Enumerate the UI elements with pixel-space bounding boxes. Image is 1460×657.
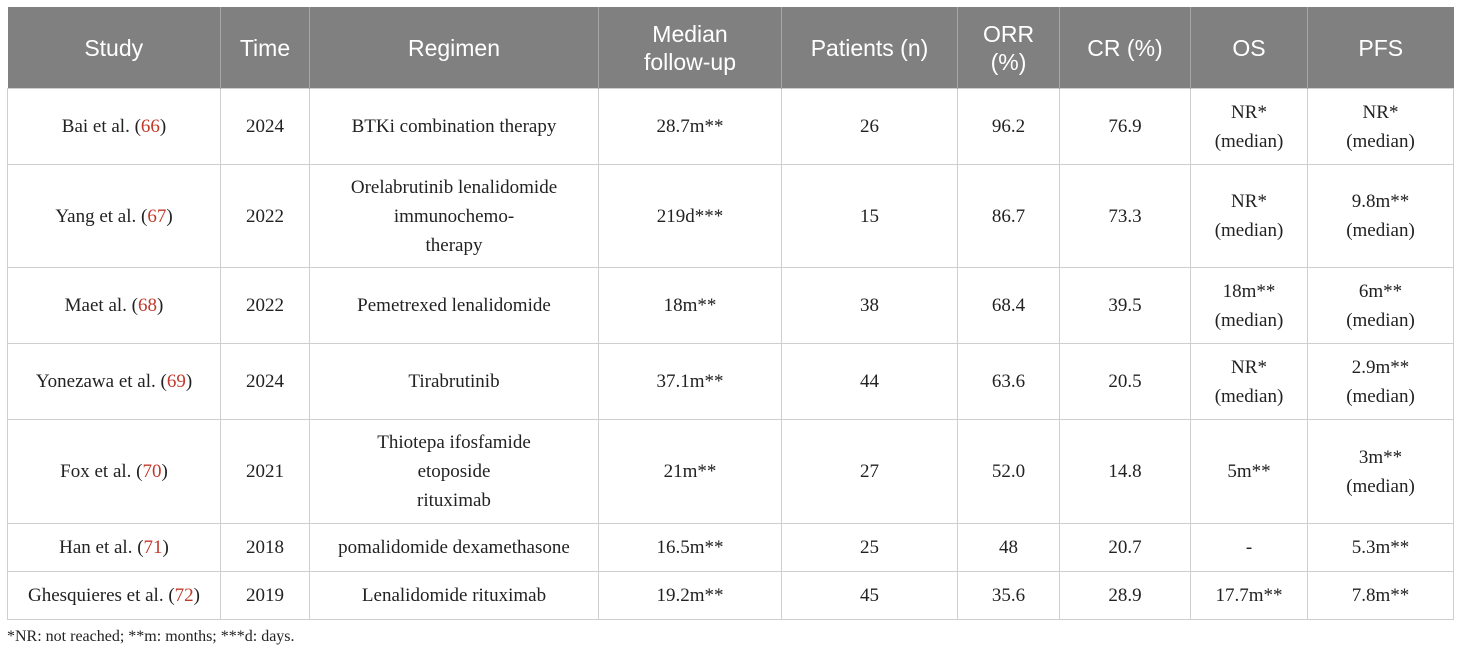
- cr-cell: 14.8: [1060, 420, 1191, 524]
- regimen-cell: Pemetrexed lenalidomide: [310, 268, 599, 344]
- time-cell: 2019: [221, 572, 310, 620]
- regimen-cell: Lenalidomide rituximab: [310, 572, 599, 620]
- reference-link[interactable]: 69: [166, 371, 186, 392]
- cr-cell: 76.9: [1060, 89, 1191, 165]
- follow-up-cell: 28.7m**: [599, 89, 782, 165]
- time-cell: 2024: [221, 89, 310, 165]
- os-cell: 17.7m**: [1191, 572, 1308, 620]
- study-cell: Yang et al. (67): [8, 165, 221, 268]
- cr-cell: 20.5: [1060, 344, 1191, 420]
- patients-cell: 25: [782, 524, 958, 572]
- pfs-cell: 7.8m**: [1308, 572, 1454, 620]
- patients-cell: 26: [782, 89, 958, 165]
- pfs-cell: 9.8m** (median): [1308, 165, 1454, 268]
- header-median-follow-up: Median follow-up: [599, 7, 782, 89]
- header-regimen: Regimen: [310, 7, 599, 89]
- pfs-cell: 6m** (median): [1308, 268, 1454, 344]
- orr-cell: 86.7: [958, 165, 1060, 268]
- time-cell: 2021: [221, 420, 310, 524]
- header-cr: CR (%): [1060, 7, 1191, 89]
- header-pfs: PFS: [1308, 7, 1454, 89]
- study-cell: Han et al. (71): [8, 524, 221, 572]
- follow-up-cell: 16.5m**: [599, 524, 782, 572]
- os-cell: 5m**: [1191, 420, 1308, 524]
- regimen-cell: BTKi combination therapy: [310, 89, 599, 165]
- os-cell: NR* (median): [1191, 165, 1308, 268]
- os-cell: NR* (median): [1191, 344, 1308, 420]
- orr-cell: 35.6: [958, 572, 1060, 620]
- reference-link[interactable]: 72: [174, 585, 194, 606]
- regimen-cell: pomalidomide dexamethasone: [310, 524, 599, 572]
- header-orr: ORR (%): [958, 7, 1060, 89]
- table-row: [8, 344, 1454, 420]
- study-cell: Bai et al. (66): [8, 89, 221, 165]
- header-time: Time: [221, 7, 310, 89]
- table-row: [8, 165, 1454, 268]
- follow-up-cell: 219d***: [599, 165, 782, 268]
- reference-link[interactable]: 68: [138, 295, 157, 316]
- study-cell: Fox et al. (70): [8, 420, 221, 524]
- cr-cell: 39.5: [1060, 268, 1191, 344]
- orr-cell: 52.0: [958, 420, 1060, 524]
- regimen-cell: Tirabrutinib: [310, 344, 599, 420]
- os-cell: -: [1191, 524, 1308, 572]
- regimen-cell: Orelabrutinib lenalidomide immunochemo- therapy: [310, 165, 599, 268]
- pfs-cell: NR* (median): [1308, 89, 1454, 165]
- cr-cell: 28.9: [1060, 572, 1191, 620]
- reference-link[interactable]: 70: [142, 461, 162, 482]
- follow-up-cell: 18m**: [599, 268, 782, 344]
- pfs-cell: 2.9m** (median): [1308, 344, 1454, 420]
- pfs-cell: 3m** (median): [1308, 420, 1454, 524]
- header-row: [8, 7, 1454, 89]
- orr-cell: 63.6: [958, 344, 1060, 420]
- cr-cell: 73.3: [1060, 165, 1191, 268]
- time-cell: 2024: [221, 344, 310, 420]
- time-cell: 2022: [221, 268, 310, 344]
- header-patients: Patients (n): [782, 7, 958, 89]
- patients-cell: 15: [782, 165, 958, 268]
- table-row: [8, 572, 1454, 620]
- orr-cell: 96.2: [958, 89, 1060, 165]
- orr-cell: 68.4: [958, 268, 1060, 344]
- regimen-cell: Thiotepa ifosfamide etoposide rituximab: [310, 420, 599, 524]
- table-footnote: *NR: not reached; **m: months; ***d: days.: [7, 628, 295, 645]
- table-row: [8, 524, 1454, 572]
- table-row: [8, 268, 1454, 344]
- study-cell: Yonezawa et al. (69): [8, 344, 221, 420]
- patients-cell: 44: [782, 344, 958, 420]
- time-cell: 2022: [221, 165, 310, 268]
- os-cell: 18m** (median): [1191, 268, 1308, 344]
- patients-cell: 38: [782, 268, 958, 344]
- patients-cell: 27: [782, 420, 958, 524]
- follow-up-cell: 19.2m**: [599, 572, 782, 620]
- cr-cell: 20.7: [1060, 524, 1191, 572]
- time-cell: 2018: [221, 524, 310, 572]
- follow-up-cell: 37.1m**: [599, 344, 782, 420]
- study-cell: Maet al. (68): [8, 268, 221, 344]
- os-cell: NR* (median): [1191, 89, 1308, 165]
- reference-link[interactable]: 67: [147, 205, 167, 227]
- pfs-cell: 5.3m**: [1308, 524, 1454, 572]
- header-os: OS: [1191, 7, 1308, 89]
- results-table: [7, 7, 1454, 620]
- follow-up-cell: 21m**: [599, 420, 782, 524]
- table-row: [8, 89, 1454, 165]
- patients-cell: 45: [782, 572, 958, 620]
- study-cell: Ghesquieres et al. (72): [8, 572, 221, 620]
- orr-cell: 48: [958, 524, 1060, 572]
- reference-link[interactable]: 66: [140, 116, 160, 137]
- header-study: Study: [8, 7, 221, 89]
- table-row: [8, 420, 1454, 524]
- reference-link[interactable]: 71: [143, 537, 163, 558]
